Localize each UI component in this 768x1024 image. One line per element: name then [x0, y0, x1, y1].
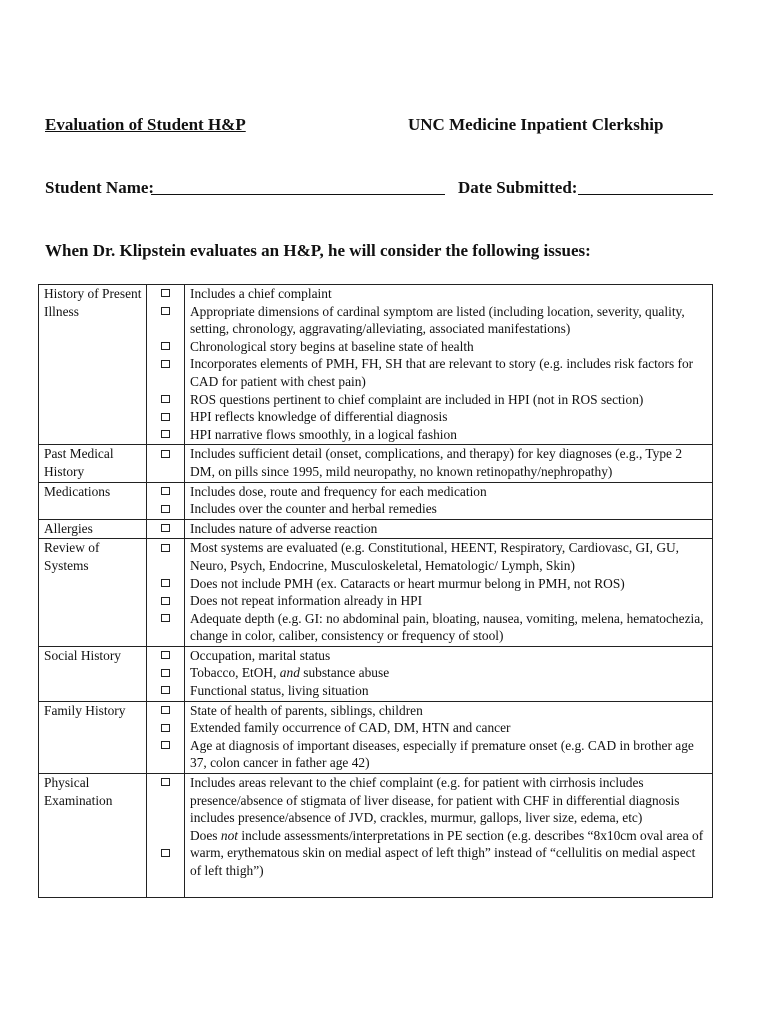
checkbox[interactable] — [161, 849, 170, 857]
checkbox-slot — [147, 719, 184, 737]
checkbox-slot — [147, 592, 184, 610]
criterion-item: Includes dose, route and frequency for each medication — [190, 483, 487, 499]
criterion-text: Does — [190, 827, 221, 843]
checkbox-column — [147, 701, 185, 773]
checkbox[interactable] — [161, 706, 170, 714]
criteria-column — [185, 774, 713, 898]
checkbox-slot — [147, 445, 184, 480]
checkbox-slot — [147, 682, 184, 700]
section-row — [39, 646, 713, 701]
checkbox-column — [147, 774, 185, 898]
criterion-item: Does not include PMH (ex. Cataracts or heart murmur belong in PMH, not ROS) — [190, 575, 625, 591]
criterion-item: Does not repeat information already in HPI — [190, 593, 423, 609]
criterion-item: Most systems are evaluated (e.g. Constitutional, HEENT, Respiratory, Cardiovasc, GI, GU, Neuro, Psych, Endocrine, Musculoskeletal, Hematologic/ Lymph, Skin) — [190, 540, 680, 573]
checkbox-column — [147, 539, 185, 647]
criteria-column — [185, 445, 713, 482]
checkbox-slot — [147, 575, 184, 593]
checkbox-slot — [147, 774, 184, 844]
criterion-item: ROS questions pertinent to chief complaint are included in HPI (not in ROS section) — [190, 391, 644, 407]
criterion-text: Tobacco, EtOH, — [190, 665, 280, 681]
criterion-emphasis: not — [220, 827, 238, 843]
clerkship-title: UNC Medicine Inpatient Clerkship — [408, 115, 664, 134]
section-row — [39, 285, 713, 445]
criterion-item: Age at diagnosis of important diseases, especially if premature onset (e.g. CAD in brother age 37, colon cancer in father age 42) — [190, 737, 694, 771]
checkbox-slot — [147, 355, 184, 390]
section-name: Social History — [39, 646, 147, 701]
checkbox[interactable] — [161, 430, 170, 438]
checkbox[interactable] — [161, 778, 170, 786]
section-name: Review of Systems — [39, 539, 147, 647]
checkbox[interactable] — [161, 487, 170, 495]
section-name: Allergies — [39, 519, 147, 539]
section-row — [39, 539, 713, 647]
checkbox-slot — [147, 391, 184, 409]
criteria-column — [185, 539, 713, 647]
checkbox[interactable] — [161, 614, 170, 622]
student-name-field[interactable] — [151, 194, 445, 195]
checkbox[interactable] — [161, 686, 170, 694]
checkbox-slot — [147, 647, 184, 665]
section-name: History of Present Illness — [39, 285, 147, 445]
criterion-item: Includes nature of adverse reaction — [190, 520, 378, 536]
date-submitted-label: Date Submitted: — [458, 178, 578, 197]
checkbox-slot — [147, 426, 184, 444]
checkbox-column — [147, 482, 185, 519]
criteria-column — [185, 646, 713, 701]
evaluation-table — [38, 284, 713, 898]
checkbox-slot — [147, 338, 184, 356]
checkbox[interactable] — [161, 651, 170, 659]
section-row — [39, 701, 713, 773]
section-row — [39, 774, 713, 898]
section-name: Physical Examination — [39, 774, 147, 898]
criterion-text: include assessments/interpretations in PE section (e.g. describes “8x10cm oval area of warm, erythematous skin on medial aspect of left thigh” instead of “cellulitis on medial aspect of left thigh”) — [190, 827, 704, 878]
section-name: Past Medical History — [39, 445, 147, 482]
checkbox-slot — [147, 664, 184, 682]
criterion-item: Occupation, marital status — [190, 647, 331, 663]
criterion-item: Includes areas relevant to the chief complaint (e.g. for patient with cirrhosis includes presence/absence of stigmata of liver disease, for patient with CHF in differential diagnosis includes presence/absence of JVD, crackles, murmur, gallops, liver size, edema, etc) — [190, 775, 680, 826]
checkbox-slot — [147, 500, 184, 518]
checkbox[interactable] — [161, 669, 170, 677]
checkbox-column — [147, 285, 185, 445]
criteria-column — [185, 519, 713, 539]
criteria-column — [185, 482, 713, 519]
date-submitted-field[interactable] — [578, 194, 713, 195]
section-row — [39, 445, 713, 482]
criterion-item: Incorporates elements of PMH, FH, SH that are relevant to story (e.g. includes risk factors for CAD for patient with chest pain) — [190, 356, 694, 389]
criterion-item: Functional status, living situation — [190, 683, 369, 699]
criterion-text: substance abuse — [299, 665, 390, 681]
checkbox[interactable] — [161, 544, 170, 552]
section-name: Medications — [39, 482, 147, 519]
checkbox-column — [147, 646, 185, 701]
checkbox[interactable] — [161, 307, 170, 315]
criterion-item: Adequate depth (e.g. GI: no abdominal pain, bloating, nausea, vomiting, melena, hematochezia, change in color, caliber, consistency or frequency of stool) — [190, 610, 704, 644]
checkbox[interactable] — [161, 505, 170, 513]
criterion-item — [190, 827, 708, 880]
criterion-item: Chronological story begins at baseline state of health — [190, 338, 474, 354]
checkbox[interactable] — [161, 450, 170, 458]
checkbox[interactable] — [161, 741, 170, 749]
checkbox[interactable] — [161, 524, 170, 532]
criterion-emphasis: and — [279, 665, 300, 681]
checkbox[interactable] — [161, 597, 170, 605]
checkbox-slot — [147, 539, 184, 574]
checkbox[interactable] — [161, 395, 170, 403]
checkbox[interactable] — [161, 579, 170, 587]
checkbox[interactable] — [161, 360, 170, 368]
checkbox-column — [147, 519, 185, 539]
section-row — [39, 482, 713, 519]
criterion-item: Includes over the counter and herbal remedies — [190, 501, 437, 517]
criterion-item: Includes a chief complaint — [190, 286, 332, 301]
criterion-item: Extended family occurrence of CAD, DM, HTN and cancer — [190, 720, 511, 736]
intro-text: When Dr. Klipstein evaluates an H&P, he will consider the following issues: — [45, 241, 591, 260]
checkbox-column — [147, 445, 185, 482]
checkbox-slot — [147, 303, 184, 338]
criterion-item: State of health of parents, siblings, children — [190, 702, 423, 718]
criteria-column — [185, 285, 713, 445]
checkbox-slot — [147, 737, 184, 772]
page-title: Evaluation of Student H&P — [45, 115, 246, 134]
criterion-item — [190, 664, 708, 682]
criterion-item: HPI reflects knowledge of differential diagnosis — [190, 409, 448, 425]
checkbox[interactable] — [161, 289, 170, 297]
criteria-column — [185, 701, 713, 773]
criterion-item: Appropriate dimensions of cardinal symptom are listed (including location, severity, quality, setting, chronology, aggravating/alleviating, associated manifestations) — [190, 303, 685, 337]
checkbox-slot — [147, 285, 184, 303]
checkbox[interactable] — [161, 724, 170, 732]
checkbox-slot — [147, 520, 184, 538]
student-name-label: Student Name: — [45, 178, 155, 197]
criterion-item: Includes sufficient detail (onset, complications, and therapy) for key diagnoses (e.g., Type 2 DM, on pills since 1995, mild neuropathy, no known retinopathy/nephropathy) — [190, 446, 683, 479]
checkbox[interactable] — [161, 413, 170, 421]
checkbox[interactable] — [161, 342, 170, 350]
section-row — [39, 519, 713, 539]
section-name: Family History — [39, 701, 147, 773]
criterion-item: HPI narrative flows smoothly, in a logical fashion — [190, 426, 457, 442]
checkbox-slot — [147, 702, 184, 720]
checkbox-slot — [147, 610, 184, 645]
checkbox-slot — [147, 483, 184, 501]
checkbox-slot — [147, 844, 184, 897]
checkbox-slot — [147, 408, 184, 426]
